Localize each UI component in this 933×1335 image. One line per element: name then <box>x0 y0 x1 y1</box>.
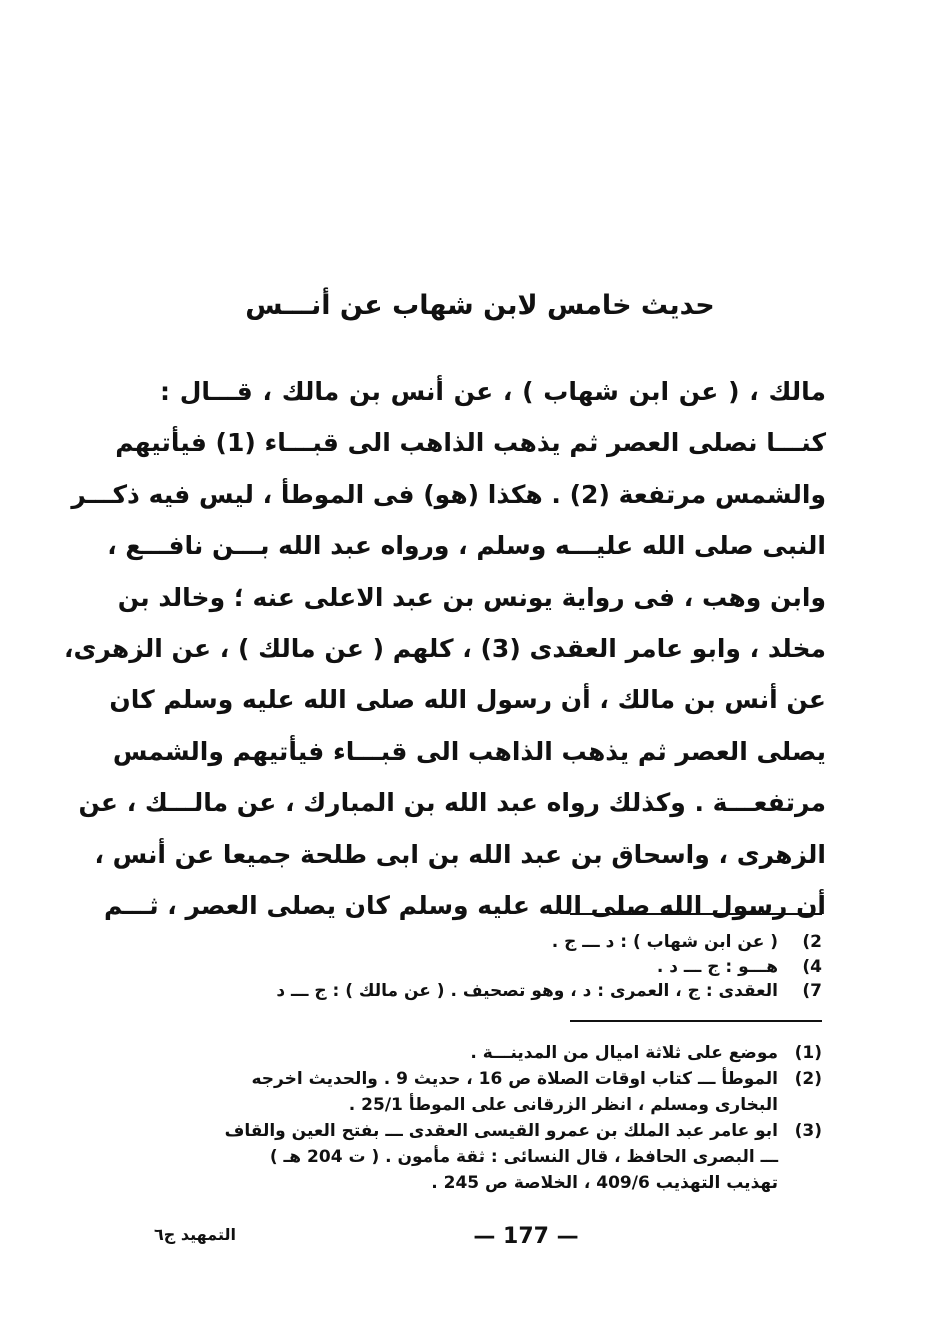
footnote-text: موضع على ثلاثة اميال من المدينـــة . <box>470 1043 778 1063</box>
footnote <box>160 955 826 980</box>
reference-notes <box>160 1040 826 1196</box>
footnote <box>160 979 826 1004</box>
text-line: يصلى العصر ثم يذهب الذاهب الى قبـــاء فيأتيهم والشمس <box>112 736 826 766</box>
text-line: مرتفعـــة . وكذلك رواه عبد الله بن المبارك ، عن مالـــك ، عن <box>78 788 826 818</box>
text-line: النبى صلى الله عليـــه وسلم ، ورواه عبد الله بـــن نافـــع ، <box>107 531 826 561</box>
text-line: وابن وهب ، فى رواية يونس بن عبد الاعلى عنه ؛ وخالد بن <box>117 582 826 612</box>
main-text <box>63 366 826 931</box>
text-line: الزهرى ، واسحاق بن عبد الله بن ابى طلحة جميعا عن أنس ، <box>94 839 826 869</box>
footnote-number: (1) <box>794 1043 822 1063</box>
text-line: مالك ، ( عن ابن شهاب ) ، عن أنس بن مالك ، قـــال : <box>160 377 826 406</box>
footnote-text: ( عن ابن شهاب ) : د ـــ ج . <box>551 932 778 952</box>
footnote-number: (7 <box>802 981 822 1001</box>
footnote-number: (4 <box>802 956 822 977</box>
footnote <box>160 930 826 955</box>
footnote-text: العقدى : ج ، العمرى : د ، وهو تصحيف . ( عن مالك ) : ج ـــ د <box>276 981 778 1001</box>
text-line: كنـــا نصلى العصر ثم يذهب الذاهب الى قبـــاء (1) فيأتيهم <box>115 428 826 458</box>
footnote-number: (2) <box>794 1069 822 1089</box>
footnote <box>160 1040 826 1066</box>
book-label: التمهيد ج٦ <box>154 1225 236 1244</box>
footnote-divider-bottom <box>570 1020 822 1022</box>
footnote-number: (3) <box>794 1121 822 1141</box>
footnote-text: الموطأ ـــ كتاب اوقات الصلاة ص 16 ، حديث 9 . والحديث اخرجه البخارى ومسلم ، انظر الزرقانى على الموطأ 25/1 . <box>251 1069 778 1115</box>
footnote-divider-top <box>570 913 822 915</box>
variant-notes <box>160 930 826 1004</box>
text-line: مخلد ، وابو عامر العقدى (3) ، كلهم ( عن مالك ) ، عن الزهرى، <box>63 633 826 663</box>
footnote <box>160 1118 826 1196</box>
footnote-text: ابو عامر عبد الملك بن عمرو القيسى العقدى ـــ بفتح العين والقاف ـــ البصرى الحافظ ، قال النسائى : ثقة مأمون . ( ت 204 هـ ) تهذيب التهذيب 409/6 ، الخلاصة ص 245 . <box>224 1121 778 1193</box>
footnote-text: هـــو : ج ـــ د . <box>656 956 778 977</box>
text-line: أن رسول الله صلى الله عليه وسلم كان يصلى العصر ، ثـــم <box>103 890 826 920</box>
text-line: عن أنس بن مالك ، أن رسول الله صلى الله عليه وسلم كان <box>109 685 826 715</box>
footnote-number: (2 <box>802 932 822 952</box>
page-number: — 177 — <box>473 1224 579 1249</box>
text-line: والشمس مرتفعة (2) . هكذا (هو) فى الموطأ ، ليس فيه ذكـــر <box>71 479 826 509</box>
footnote <box>160 1066 826 1118</box>
hadith-title: حديث خامس لابن شهاب عن أنـــس <box>245 290 715 321</box>
